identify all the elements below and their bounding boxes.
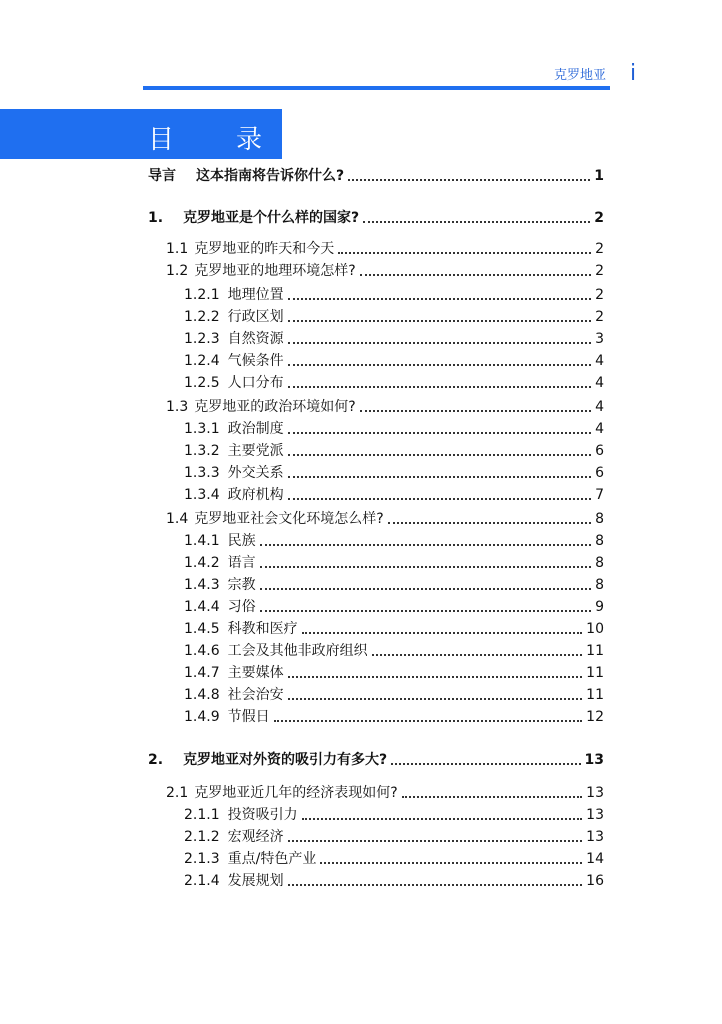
dot-leader — [260, 609, 591, 612]
toc-title: 目 录 — [148, 125, 281, 155]
toc-entry[interactable] — [166, 507, 604, 527]
toc-entry-page: 14 — [586, 851, 604, 867]
toc-entry-page: 2 — [595, 287, 604, 303]
toc-entry-label: 主要党派 — [227, 443, 284, 459]
toc-entry-label: 语言 — [227, 555, 256, 571]
toc-entry-page: 7 — [595, 487, 604, 503]
toc-entry[interactable] — [184, 439, 604, 459]
toc-entry-number: 1.4.2 — [184, 555, 220, 571]
toc-entry-page: 13 — [586, 829, 604, 845]
toc-entry-number: 1.4.6 — [184, 643, 220, 659]
toc-entry-label: 工会及其他非政府组织 — [227, 643, 368, 659]
toc-entry-label: 民族 — [227, 533, 256, 549]
dot-leader — [288, 497, 591, 500]
toc-entry-number: 1.1 — [166, 241, 189, 257]
toc-entry-page: 16 — [586, 873, 604, 889]
toc-entry[interactable] — [184, 847, 604, 867]
toc-entry[interactable] — [184, 417, 604, 437]
toc-entry-page: 8 — [595, 533, 604, 549]
toc-entry-page: 4 — [595, 375, 604, 391]
toc-entry-page: 4 — [595, 353, 604, 369]
toc-entry-number: 1.4.4 — [184, 599, 220, 615]
toc-entry-number: 1.2.3 — [184, 331, 220, 347]
toc-entry[interactable] — [184, 803, 604, 823]
dot-leader — [288, 697, 583, 700]
toc-entry-number: 2.1.4 — [184, 873, 220, 889]
toc-entry-page: 2 — [595, 263, 604, 279]
toc-entry-page: 13 — [586, 785, 604, 801]
dot-leader — [288, 453, 591, 456]
toc-entry[interactable] — [184, 683, 604, 703]
toc-entry-label: 投资吸引力 — [227, 807, 298, 823]
toc-entry[interactable] — [184, 371, 604, 391]
toc-entry-page: 9 — [595, 599, 604, 615]
toc-entry-number: 2.1.1 — [184, 807, 220, 823]
dot-leader — [372, 653, 583, 656]
toc-entry-number: 1.4.5 — [184, 621, 220, 637]
dot-leader — [288, 319, 591, 322]
toc-entry-page: 2 — [595, 241, 604, 257]
toc-entry[interactable] — [184, 529, 604, 549]
dot-leader — [388, 521, 591, 524]
toc-entry-page: 11 — [586, 687, 604, 703]
toc-entry-page: 6 — [595, 443, 604, 459]
toc-entry-label: 人口分布 — [227, 375, 284, 391]
dot-leader — [260, 587, 591, 590]
toc-entry-page: 6 — [595, 465, 604, 481]
toc-entry[interactable] — [184, 349, 604, 369]
toc-entry[interactable] — [148, 206, 604, 226]
toc-entry-label: 外交关系 — [227, 465, 284, 481]
toc-entry-number: 1.2.2 — [184, 309, 220, 325]
toc-entry-label: 克罗地亚的昨天和今天 — [194, 241, 335, 257]
toc-entry-number: 1. — [148, 210, 164, 226]
toc-entry-label: 习俗 — [227, 599, 256, 615]
toc-entry[interactable] — [184, 595, 604, 615]
toc-entry-number: 2. — [148, 752, 164, 768]
toc-entry-page: 10 — [586, 621, 604, 637]
dot-leader — [274, 719, 583, 722]
toc-entry-page: 2 — [594, 210, 604, 226]
toc-entry-number: 1.3.1 — [184, 421, 220, 437]
toc-entry[interactable] — [184, 617, 604, 637]
toc-entry-page: 4 — [595, 421, 604, 437]
dot-leader — [288, 385, 591, 388]
dot-leader — [288, 431, 591, 434]
toc-entry-label: 气候条件 — [227, 353, 284, 369]
toc-entry-label: 社会治安 — [227, 687, 284, 703]
dot-leader — [302, 631, 583, 634]
toc-entry-number: 1.4.7 — [184, 665, 220, 681]
toc-entry[interactable] — [184, 869, 604, 889]
toc-entry-label: 自然资源 — [227, 331, 284, 347]
dot-leader — [338, 251, 591, 254]
toc-entry-number: 1.3.3 — [184, 465, 220, 481]
dot-leader — [363, 220, 590, 223]
toc-entry-label: 克罗地亚的地理环境怎样? — [194, 263, 356, 279]
toc-entry-page: 12 — [586, 709, 604, 725]
dot-leader — [288, 297, 591, 300]
toc-entry-page: 1 — [594, 168, 604, 184]
dot-leader — [360, 273, 591, 276]
toc-entry-label: 这本指南将告诉你什么? — [196, 168, 345, 184]
toc-entry-number: 1.4.8 — [184, 687, 220, 703]
toc-entry-label: 克罗地亚社会文化环境怎么样? — [194, 511, 384, 527]
toc-entry-number: 1.4.1 — [184, 533, 220, 549]
toc-entry[interactable] — [184, 461, 604, 481]
dot-leader — [260, 565, 591, 568]
toc-entry[interactable] — [184, 639, 604, 659]
dot-leader — [288, 839, 583, 842]
toc-entry-number: 2.1.2 — [184, 829, 220, 845]
dot-leader — [320, 861, 582, 864]
dot-leader — [402, 795, 582, 798]
dot-leader — [391, 762, 580, 765]
toc-entry-label: 节假日 — [227, 709, 270, 725]
toc-entry-number: 1.4.3 — [184, 577, 220, 593]
dot-leader — [302, 817, 583, 820]
toc-entry[interactable] — [184, 483, 604, 503]
dot-leader — [288, 341, 591, 344]
toc-entry[interactable] — [184, 825, 604, 845]
toc-entry-page: 8 — [595, 577, 604, 593]
toc-entry-label: 宏观经济 — [227, 829, 284, 845]
dot-leader — [288, 363, 591, 366]
toc-entry[interactable] — [148, 748, 604, 768]
toc-entry-label: 重点/特色产业 — [227, 851, 317, 867]
toc-entry-label: 政府机构 — [227, 487, 284, 503]
toc-entry[interactable] — [184, 551, 604, 571]
toc-entry-label: 克罗地亚近几年的经济表现如何? — [194, 785, 398, 801]
toc-entry[interactable] — [166, 237, 604, 257]
toc-entry-page: 8 — [595, 511, 604, 527]
dot-leader — [360, 409, 591, 412]
toc-entry-page: 11 — [586, 643, 604, 659]
dot-leader — [260, 543, 591, 546]
toc-entry-page: 13 — [584, 752, 604, 768]
toc-entry[interactable] — [184, 283, 604, 303]
toc-entry-label: 克罗地亚对外资的吸引力有多大? — [183, 752, 388, 768]
toc-entry-page: 2 — [595, 309, 604, 325]
toc-entry-number: 1.2.4 — [184, 353, 220, 369]
dot-leader — [288, 675, 583, 678]
toc-entry[interactable] — [148, 164, 604, 184]
toc-entry-label: 科教和医疗 — [227, 621, 298, 637]
toc-entry-number: 1.3.2 — [184, 443, 220, 459]
running-title: 克罗地亚 — [553, 68, 606, 83]
toc-entry[interactable] — [184, 305, 604, 325]
toc-entry[interactable] — [166, 781, 604, 801]
toc-entry[interactable] — [184, 327, 604, 347]
toc-entry-label: 主要媒体 — [227, 665, 284, 681]
toc-entry[interactable] — [184, 661, 604, 681]
toc-entry-page: 4 — [595, 399, 604, 415]
toc-entry-page: 13 — [586, 807, 604, 823]
toc-entry-label: 发展规划 — [227, 873, 284, 889]
dot-leader — [348, 178, 590, 181]
toc-entry-label: 克罗地亚是个什么样的国家? — [183, 210, 360, 226]
toc-entry-label: 行政区划 — [227, 309, 284, 325]
toc-entry[interactable] — [166, 259, 604, 279]
toc-entry-number: 1.3.4 — [184, 487, 220, 503]
toc-entry-number: 1.2 — [166, 263, 189, 279]
toc-entry-page: 11 — [586, 665, 604, 681]
toc-entry-number: 1.3 — [166, 399, 189, 415]
toc-entry-number: 导言 — [148, 168, 176, 184]
toc-entry-page: 8 — [595, 555, 604, 571]
toc-entry[interactable] — [184, 573, 604, 593]
toc-entry-number: 1.4 — [166, 511, 189, 527]
toc-entry-number: 2.1 — [166, 785, 189, 801]
toc-entry[interactable] — [166, 395, 604, 415]
toc-entry-label: 政治制度 — [227, 421, 284, 437]
toc-entry-number: 1.4.9 — [184, 709, 220, 725]
toc-entry-number: 2.1.3 — [184, 851, 220, 867]
toc-entry-number: 1.2.1 — [184, 287, 220, 303]
page-number: i — [630, 61, 637, 86]
toc-entry[interactable] — [184, 705, 604, 725]
dot-leader — [288, 475, 591, 478]
toc-entry-page: 3 — [595, 331, 604, 347]
toc-entry-number: 1.2.5 — [184, 375, 220, 391]
toc-entry-label: 地理位置 — [227, 287, 284, 303]
dot-leader — [288, 883, 583, 886]
toc-entry-label: 克罗地亚的政治环境如何? — [194, 399, 356, 415]
toc-entry-label: 宗教 — [227, 577, 256, 593]
